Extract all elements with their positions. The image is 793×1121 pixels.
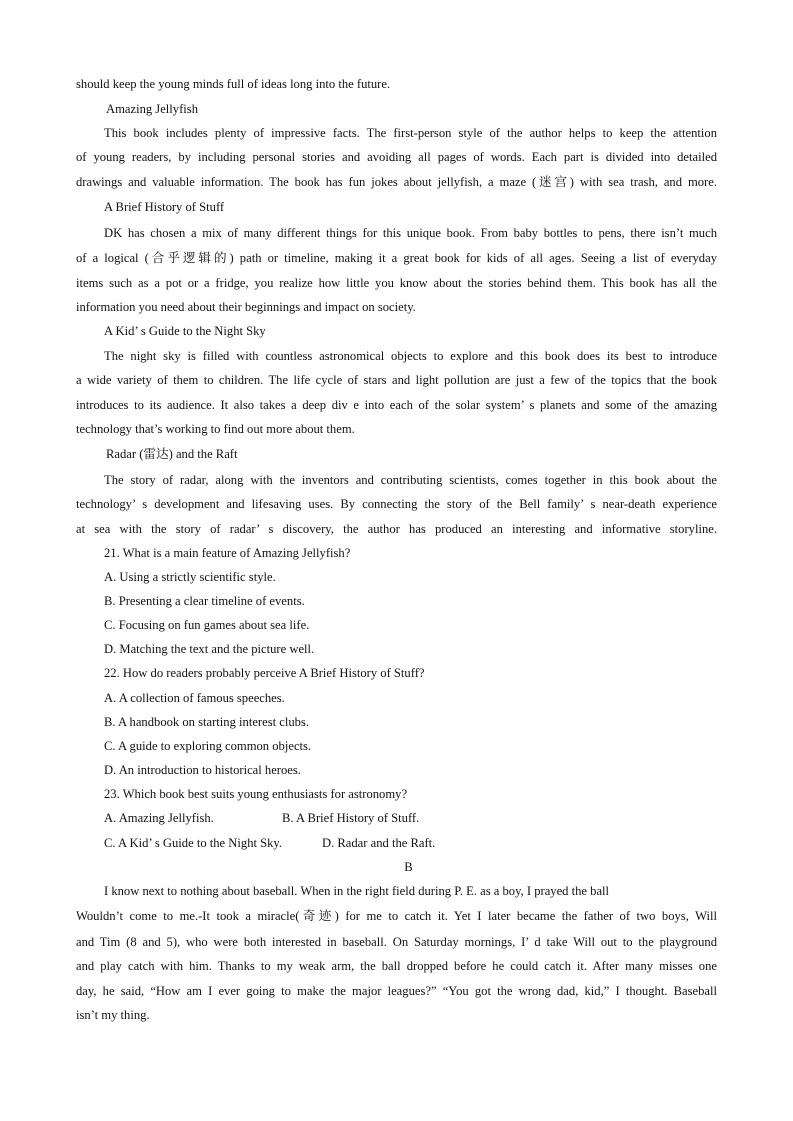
question-21-option-d: D. Matching the text and the picture well. [104, 642, 315, 656]
book-description-line: The night sky is filled with countless astronomical objects to explore and this book does its best to introduce [104, 349, 717, 363]
question-22-option-b: B. A handbook on starting interest clubs. [104, 715, 309, 729]
book-title-brief-history-of-stuff: A Brief History of Stuff [104, 200, 225, 214]
question-21-option-b: B. Presenting a clear timeline of events. [104, 594, 305, 608]
question-22-option-a: A. A collection of famous speeches. [104, 691, 285, 705]
question-22-option-d: D. An introduction to historical heroes. [104, 763, 301, 777]
question-23-option-b: B. A Brief History of Stuff. [282, 811, 420, 825]
book-description-line: introduces to its audience. It also takes a deep div e into each of the solar system’ s planets and some of the amazing [76, 398, 717, 412]
book-description-line: of a logical (合乎逻辑的) path or timeline, making it a great book for kids of all ages. Seeing a list of everyday [76, 251, 717, 265]
book-description-line: technology that’s working to find out more about them. [76, 422, 355, 436]
book-description-line: drawings and valuable information. The book has fun jokes about jellyfish, a maze (迷宫) with sea trash, and more. [76, 175, 717, 189]
book-description-line: items such as a pot or a fridge, you realize how little you know about the stories behind them. This book has all the [76, 276, 717, 290]
book-description-line: DK has chosen a mix of many different things for this unique book. From baby bottles to pens, there isn’t much [104, 226, 717, 240]
passage-b-line: Wouldn’t come to me.-It took a miracle(奇迹) for me to catch it. Yet I later became the father of two boys, Will [76, 909, 717, 923]
passage-b-line: I know next to nothing about baseball. When in the right field during P. E. as a boy, I prayed the ball [104, 884, 610, 898]
question-23-option-a: A. Amazing Jellyfish. [104, 811, 214, 825]
passage-b-line: and play catch with him. Thanks to my weak arm, the ball dropped before he could catch it. After many misses one [76, 959, 717, 973]
intro-tail-text: should keep the young minds full of ideas long into the future. [76, 77, 391, 91]
book-description-line: technology’ s development and lifesaving uses. By connecting the story of the Bell family’ s near-death experience [76, 497, 717, 511]
passage-b-line: day, he said, “How am I ever going to make the major leagues?” “You got the wrong dad, kid,” I thought. Baseball [76, 984, 717, 998]
book-title-kids-guide-night-sky: A Kid’ s Guide to the Night Sky [104, 324, 266, 338]
passage-b-line: isn’t my thing. [76, 1008, 150, 1022]
book-title-radar-and-the-raft: Radar (雷达) and the Raft [106, 447, 238, 461]
passage-b-label: B [404, 860, 413, 874]
book-description-line: information you need about their beginnings and impact on society. [76, 300, 416, 314]
book-description-line: The story of radar, along with the inventors and contributing scientists, comes together in this book about the [104, 473, 717, 487]
book-description-line: at sea with the story of radar’ s discovery, the author has produced an interesting and informative storyline. [76, 522, 717, 536]
question-23-option-d: D. Radar and the Raft. [322, 836, 436, 850]
question-23-stem: 23. Which book best suits young enthusiasts for astronomy? [104, 787, 408, 801]
question-21-option-a: A. Using a strictly scientific style. [104, 570, 276, 584]
book-title-amazing-jellyfish: Amazing Jellyfish [106, 102, 198, 116]
book-description-line: This book includes plenty of impressive facts. The first-person style of the author helps to keep the attention [104, 126, 717, 140]
question-21-stem: 21. What is a main feature of Amazing Jellyfish? [104, 546, 351, 560]
question-22-stem: 22. How do readers probably perceive A Brief History of Stuff? [104, 666, 425, 680]
question-22-option-c: C. A guide to exploring common objects. [104, 739, 312, 753]
question-23-option-c: C. A Kid’ s Guide to the Night Sky. [104, 836, 283, 850]
question-21-option-c: C. Focusing on fun games about sea life. [104, 618, 310, 632]
book-description-line: of young readers, by including personal stories and avoiding all pages of words. Each part is divided into detailed [76, 150, 717, 164]
book-description-line: a wide variety of them to children. The life cycle of stars and light pollution are just a few of the topics that the book [76, 373, 717, 387]
passage-b-line: and Tim (8 and 5), who were both interested in baseball. On Saturday mornings, I’ d take Will out to the playground [76, 935, 717, 949]
